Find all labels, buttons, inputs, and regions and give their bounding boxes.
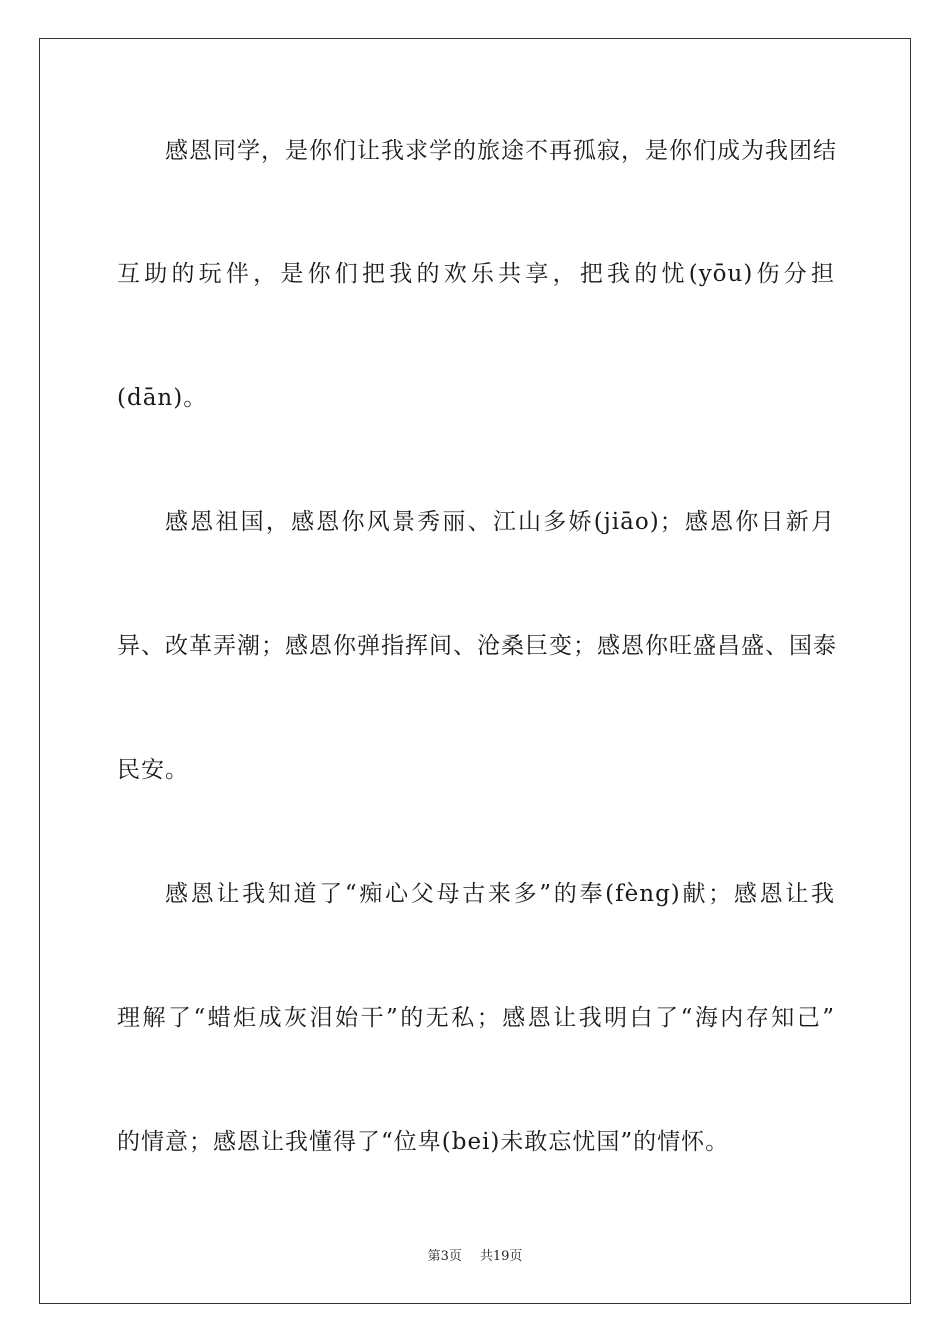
paragraph-2-line-2: 异、改革弄潮；感恩你弹指挥间、沧桑巨变；感恩你旺盛昌盛、国泰	[117, 633, 837, 659]
paragraph-3-line-3: 的情意；感恩让我懂得了“位卑(bei)未敢忘忧国”的情怀。	[117, 1129, 730, 1155]
paragraph-1-line-3: (dān)。	[117, 385, 208, 411]
paragraph-2-line-1: 感恩祖国，感恩你风景秀丽、江山多娇(jiāo)；感恩你日新月	[165, 509, 835, 535]
paragraph-3-line-2: 理解了“蜡炬成灰泪始干”的无私；感恩让我明白了“海内存知己”	[117, 1005, 835, 1031]
paragraph-2-line-3: 民安。	[117, 757, 189, 783]
paragraph-1-line-2: 互助的玩伴，是你们把我的欢乐共享，把我的忧(yōu)伤分担	[117, 261, 835, 287]
paragraph-3-line-1: 感恩让我知道了“痴心父母古来多”的奉(fèng)献；感恩让我	[165, 881, 835, 907]
paragraph-1-line-1: 感恩同学，是你们让我求学的旅途不再孤寂，是你们成为我团结	[165, 138, 837, 164]
page-number: 第3页	[427, 1249, 462, 1264]
page-footer	[0, 1248, 950, 1266]
total-pages: 共19页	[479, 1249, 523, 1264]
page-border	[39, 38, 911, 1304]
